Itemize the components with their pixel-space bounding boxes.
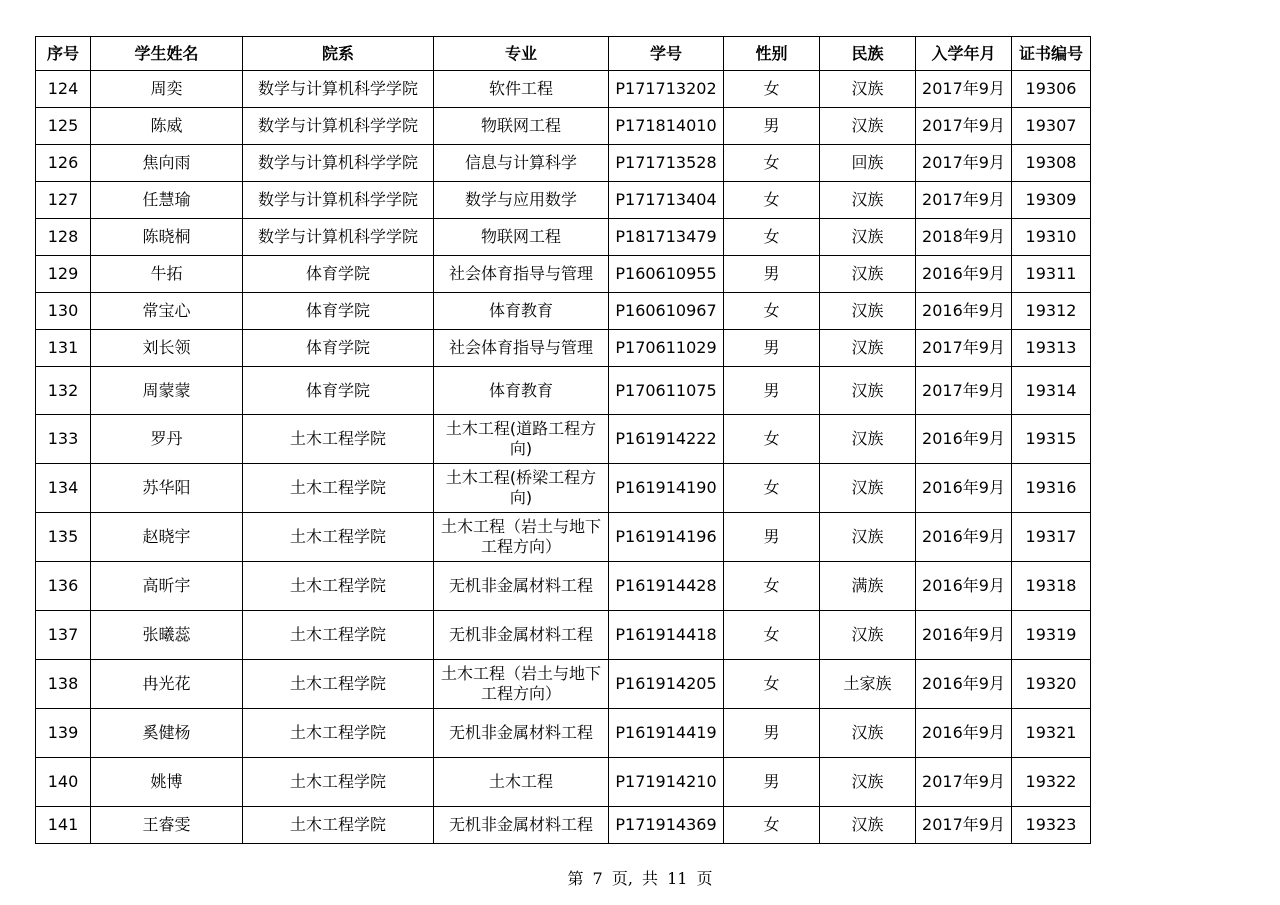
cell-col-major: 土木工程（岩土与地下工程方向） [434,660,609,709]
cell-col-major: 体育教育 [434,293,609,330]
cell-col-index: 126 [36,145,91,182]
cell-col-certificate: 19318 [1012,562,1091,611]
cell-col-ethnicity: 汉族 [820,513,916,562]
table-row [36,611,1091,660]
cell-col-student-id: P170611029 [609,330,724,367]
header-col-student-name: 学生姓名 [91,37,243,71]
cell-col-enrollment: 2017年9月 [916,758,1012,807]
cell-col-index: 127 [36,182,91,219]
header-col-index: 序号 [36,37,91,71]
table-header-row [36,37,1091,71]
table-row [36,108,1091,145]
cell-col-department: 数学与计算机科学学院 [243,108,434,145]
cell-col-certificate: 19309 [1012,182,1091,219]
cell-col-gender: 女 [724,293,820,330]
header-col-department: 院系 [243,37,434,71]
cell-col-ethnicity: 汉族 [820,807,916,844]
cell-col-department: 土木工程学院 [243,758,434,807]
cell-col-major: 土木工程 [434,758,609,807]
cell-col-major: 信息与计算科学 [434,145,609,182]
cell-col-enrollment: 2016年9月 [916,611,1012,660]
cell-col-student-name: 冉光花 [91,660,243,709]
cell-col-ethnicity: 汉族 [820,330,916,367]
cell-col-student-name: 罗丹 [91,415,243,464]
cell-col-certificate: 19308 [1012,145,1091,182]
header-col-major: 专业 [434,37,609,71]
cell-col-index: 141 [36,807,91,844]
cell-col-enrollment: 2017年9月 [916,182,1012,219]
cell-col-ethnicity: 汉族 [820,415,916,464]
cell-col-department: 数学与计算机科学学院 [243,145,434,182]
cell-col-gender: 女 [724,611,820,660]
cell-col-enrollment: 2016年9月 [916,293,1012,330]
cell-col-student-name: 张曦蕊 [91,611,243,660]
header-col-certificate: 证书编号 [1012,37,1091,71]
cell-col-department: 土木工程学院 [243,709,434,758]
cell-col-gender: 女 [724,219,820,256]
cell-col-certificate: 19313 [1012,330,1091,367]
cell-col-ethnicity: 汉族 [820,758,916,807]
cell-col-student-name: 周蒙蒙 [91,367,243,415]
cell-col-major: 土木工程(道路工程方向) [434,415,609,464]
cell-col-enrollment: 2017年9月 [916,330,1012,367]
cell-col-ethnicity: 汉族 [820,219,916,256]
cell-col-enrollment: 2016年9月 [916,464,1012,513]
cell-col-department: 数学与计算机科学学院 [243,219,434,256]
cell-col-index: 133 [36,415,91,464]
cell-col-student-name: 常宝心 [91,293,243,330]
cell-col-student-id: P171814010 [609,108,724,145]
cell-col-certificate: 19323 [1012,807,1091,844]
table-row [36,219,1091,256]
cell-col-department: 土木工程学院 [243,513,434,562]
cell-col-department: 土木工程学院 [243,562,434,611]
cell-col-student-name: 陈晓桐 [91,219,243,256]
cell-col-student-name: 苏华阳 [91,464,243,513]
cell-col-ethnicity: 汉族 [820,611,916,660]
cell-col-department: 数学与计算机科学学院 [243,71,434,108]
table-row [36,709,1091,758]
cell-col-index: 137 [36,611,91,660]
cell-col-major: 无机非金属材料工程 [434,562,609,611]
cell-col-enrollment: 2017年9月 [916,108,1012,145]
cell-col-gender: 男 [724,758,820,807]
cell-col-student-id: P161914205 [609,660,724,709]
table-row [36,415,1091,464]
cell-col-major: 社会体育指导与管理 [434,330,609,367]
cell-col-student-name: 焦向雨 [91,145,243,182]
cell-col-certificate: 19307 [1012,108,1091,145]
cell-col-department: 土木工程学院 [243,611,434,660]
cell-col-gender: 女 [724,182,820,219]
cell-col-major: 数学与应用数学 [434,182,609,219]
cell-col-certificate: 19321 [1012,709,1091,758]
cell-col-certificate: 19310 [1012,219,1091,256]
cell-col-enrollment: 2016年9月 [916,256,1012,293]
student-roster-table [35,36,1091,844]
cell-col-student-name: 赵晓宇 [91,513,243,562]
table-row [36,256,1091,293]
cell-col-student-id: P160610955 [609,256,724,293]
cell-col-major: 无机非金属材料工程 [434,807,609,844]
cell-col-certificate: 19312 [1012,293,1091,330]
cell-col-student-id: P160610967 [609,293,724,330]
cell-col-gender: 女 [724,145,820,182]
cell-col-student-name: 刘长领 [91,330,243,367]
cell-col-index: 128 [36,219,91,256]
cell-col-index: 129 [36,256,91,293]
cell-col-student-name: 任慧瑜 [91,182,243,219]
cell-col-ethnicity: 汉族 [820,71,916,108]
cell-col-ethnicity: 满族 [820,562,916,611]
cell-col-index: 134 [36,464,91,513]
cell-col-index: 132 [36,367,91,415]
cell-col-gender: 女 [724,807,820,844]
cell-col-gender: 女 [724,71,820,108]
cell-col-index: 136 [36,562,91,611]
cell-col-major: 软件工程 [434,71,609,108]
table-row [36,330,1091,367]
cell-col-certificate: 19320 [1012,660,1091,709]
cell-col-student-id: P171914369 [609,807,724,844]
cell-col-gender: 男 [724,513,820,562]
cell-col-department: 土木工程学院 [243,415,434,464]
cell-col-department: 土木工程学院 [243,660,434,709]
cell-col-major: 无机非金属材料工程 [434,611,609,660]
cell-col-gender: 男 [724,256,820,293]
cell-col-department: 土木工程学院 [243,807,434,844]
cell-col-student-id: P171713404 [609,182,724,219]
cell-col-student-id: P161914190 [609,464,724,513]
cell-col-enrollment: 2017年9月 [916,71,1012,108]
cell-col-index: 131 [36,330,91,367]
cell-col-enrollment: 2016年9月 [916,513,1012,562]
cell-col-major: 无机非金属材料工程 [434,709,609,758]
cell-col-department: 体育学院 [243,256,434,293]
cell-col-ethnicity: 土家族 [820,660,916,709]
cell-col-department: 体育学院 [243,367,434,415]
table-row [36,464,1091,513]
cell-col-ethnicity: 汉族 [820,464,916,513]
cell-col-enrollment: 2016年9月 [916,562,1012,611]
cell-col-certificate: 19316 [1012,464,1091,513]
cell-col-major: 社会体育指导与管理 [434,256,609,293]
header-col-enrollment: 入学年月 [916,37,1012,71]
cell-col-gender: 女 [724,464,820,513]
cell-col-student-id: P170611075 [609,367,724,415]
cell-col-student-id: P161914222 [609,415,724,464]
cell-col-enrollment: 2017年9月 [916,807,1012,844]
cell-col-enrollment: 2016年9月 [916,660,1012,709]
cell-col-gender: 女 [724,660,820,709]
cell-col-index: 139 [36,709,91,758]
cell-col-major: 物联网工程 [434,108,609,145]
cell-col-student-id: P171914210 [609,758,724,807]
cell-col-ethnicity: 汉族 [820,293,916,330]
table-row [36,182,1091,219]
cell-col-gender: 女 [724,562,820,611]
cell-col-student-name: 奚健杨 [91,709,243,758]
table-body [36,71,1091,844]
table-row [36,293,1091,330]
cell-col-ethnicity: 回族 [820,145,916,182]
cell-col-student-id: P161914419 [609,709,724,758]
cell-col-student-id: P161914196 [609,513,724,562]
cell-col-certificate: 19315 [1012,415,1091,464]
table-row [36,513,1091,562]
cell-col-certificate: 19319 [1012,611,1091,660]
header-col-ethnicity: 民族 [820,37,916,71]
cell-col-enrollment: 2016年9月 [916,415,1012,464]
cell-col-index: 124 [36,71,91,108]
cell-col-certificate: 19317 [1012,513,1091,562]
cell-col-student-name: 姚博 [91,758,243,807]
table-row [36,807,1091,844]
cell-col-index: 125 [36,108,91,145]
cell-col-student-id: P161914418 [609,611,724,660]
cell-col-certificate: 19311 [1012,256,1091,293]
cell-col-department: 体育学院 [243,330,434,367]
header-col-student-id: 学号 [609,37,724,71]
cell-col-certificate: 19314 [1012,367,1091,415]
cell-col-index: 140 [36,758,91,807]
cell-col-major: 物联网工程 [434,219,609,256]
cell-col-enrollment: 2017年9月 [916,367,1012,415]
cell-col-ethnicity: 汉族 [820,108,916,145]
cell-col-student-id: P161914428 [609,562,724,611]
header-col-gender: 性别 [724,37,820,71]
cell-col-student-id: P171713202 [609,71,724,108]
cell-col-student-id: P181713479 [609,219,724,256]
table-row [36,660,1091,709]
cell-col-student-name: 高昕宇 [91,562,243,611]
cell-col-department: 体育学院 [243,293,434,330]
table-row [36,145,1091,182]
cell-col-department: 土木工程学院 [243,464,434,513]
cell-col-student-name: 王睿雯 [91,807,243,844]
cell-col-gender: 男 [724,709,820,758]
cell-col-index: 138 [36,660,91,709]
cell-col-ethnicity: 汉族 [820,367,916,415]
cell-col-enrollment: 2017年9月 [916,145,1012,182]
table-row [36,562,1091,611]
cell-col-certificate: 19306 [1012,71,1091,108]
cell-col-department: 数学与计算机科学学院 [243,182,434,219]
cell-col-student-id: P171713528 [609,145,724,182]
cell-col-enrollment: 2016年9月 [916,709,1012,758]
cell-col-ethnicity: 汉族 [820,709,916,758]
cell-col-gender: 男 [724,108,820,145]
cell-col-index: 130 [36,293,91,330]
table-row [36,71,1091,108]
cell-col-certificate: 19322 [1012,758,1091,807]
table-row [36,758,1091,807]
cell-col-ethnicity: 汉族 [820,182,916,219]
cell-col-gender: 女 [724,415,820,464]
table-row [36,367,1091,415]
cell-col-student-name: 周奕 [91,71,243,108]
cell-col-index: 135 [36,513,91,562]
cell-col-student-name: 陈威 [91,108,243,145]
cell-col-enrollment: 2018年9月 [916,219,1012,256]
cell-col-major: 土木工程(桥梁工程方向) [434,464,609,513]
cell-col-major: 土木工程（岩土与地下工程方向） [434,513,609,562]
cell-col-ethnicity: 汉族 [820,256,916,293]
cell-col-major: 体育教育 [434,367,609,415]
cell-col-gender: 男 [724,330,820,367]
cell-col-student-name: 牛拓 [91,256,243,293]
cell-col-gender: 男 [724,367,820,415]
page-number-footer: 第 7 页, 共 11 页 [567,869,713,888]
